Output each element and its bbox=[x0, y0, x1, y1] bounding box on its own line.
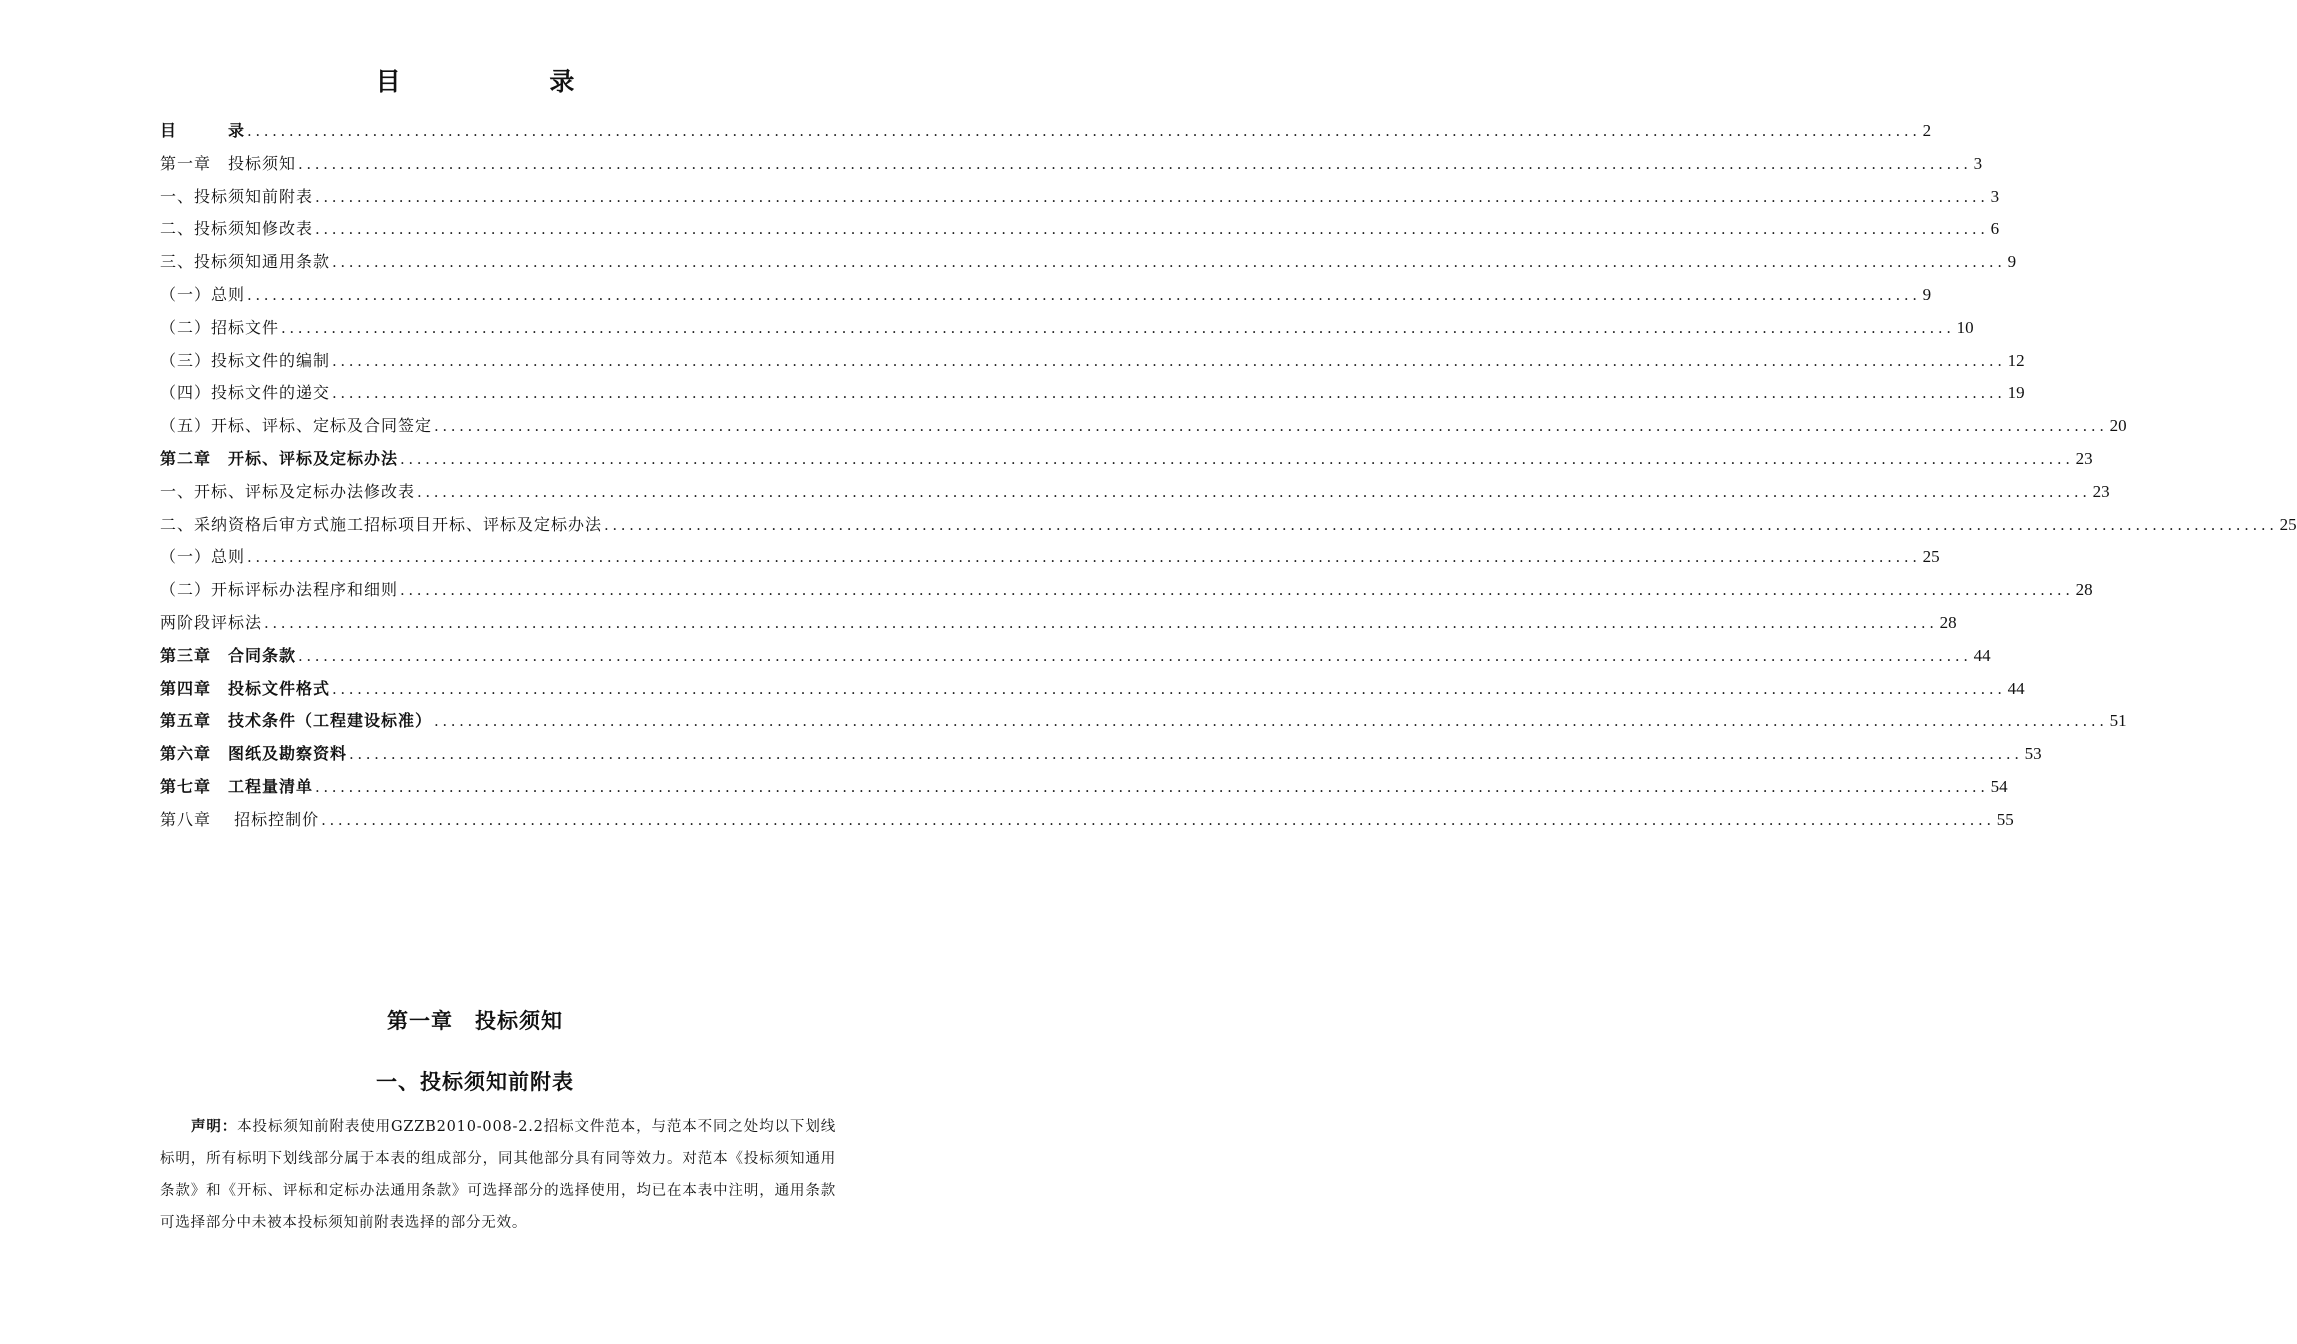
toc-dot-leader: ........................................................................................................................................................................................................ bbox=[321, 810, 1995, 829]
toc-entry-label: 第八章 招标控制价 bbox=[160, 809, 320, 829]
toc-page-number: 19 bbox=[2007, 383, 2025, 403]
toc-entry-label: 二、投标须知修改表 bbox=[160, 219, 314, 239]
toc-entry-label: 第五章 技术条件（工程建设标准） bbox=[160, 711, 433, 731]
toc-page-number: 25 bbox=[1922, 547, 1940, 567]
toc-entry[interactable] bbox=[160, 574, 2093, 607]
toc-entry-label: 二、采纳资格后审方式施工招标项目开标、评标及定标办法 bbox=[160, 514, 603, 534]
toc-entry-label: 第二章 开标、评标及定标办法 bbox=[160, 448, 399, 468]
toc-entry[interactable] bbox=[160, 476, 2110, 509]
toc-dot-leader: ........................................................................................................................................................................................................ bbox=[332, 384, 2006, 403]
toc-page-number: 23 bbox=[2092, 481, 2110, 501]
toc-entry[interactable] bbox=[160, 312, 1974, 345]
toc-page-number: 44 bbox=[2007, 678, 2025, 698]
toc-page-number: 53 bbox=[2024, 744, 2042, 764]
toc-entry[interactable] bbox=[160, 279, 1932, 312]
chapter-title: 第一章 投标须知 bbox=[387, 1009, 563, 1033]
table-of-contents bbox=[160, 115, 2297, 837]
toc-dot-leader: ........................................................................................................................................................................................................ bbox=[298, 646, 1972, 665]
toc-page-number: 3 bbox=[1990, 186, 2000, 206]
toc-entry[interactable] bbox=[160, 345, 2025, 378]
toc-entry[interactable] bbox=[160, 607, 1957, 640]
toc-entry-label: （二）招标文件 bbox=[160, 317, 280, 337]
toc-page-number: 51 bbox=[2109, 711, 2127, 731]
toc-page-number: 28 bbox=[1939, 612, 1957, 632]
toc-entry-label: 第一章 投标须知 bbox=[160, 153, 297, 173]
toc-page-number: 9 bbox=[1922, 284, 1932, 304]
toc-entry[interactable] bbox=[160, 771, 2008, 804]
toc-page-number: 6 bbox=[1990, 219, 2000, 239]
toc-dot-leader: ........................................................................................................................................................................................................ bbox=[417, 482, 2091, 501]
toc-entry[interactable] bbox=[160, 115, 1932, 148]
toc-dot-leader: ........................................................................................................................................................................................................ bbox=[247, 285, 1921, 304]
toc-entry[interactable] bbox=[160, 410, 2127, 443]
toc-dot-leader: ........................................................................................................................................................................................................ bbox=[604, 515, 2278, 534]
toc-dot-leader: ........................................................................................................................................................................................................ bbox=[349, 745, 2023, 764]
toc-entry[interactable] bbox=[160, 640, 1991, 673]
toc-entry-label: （一）总则 bbox=[160, 547, 246, 567]
toc-page-number: 10 bbox=[1956, 317, 1974, 337]
toc-dot-leader: ........................................................................................................................................................................................................ bbox=[281, 318, 1955, 337]
toc-dot-leader: ........................................................................................................................................................................................................ bbox=[332, 679, 2006, 698]
toc-dot-leader: ........................................................................................................................................................................................................ bbox=[247, 548, 1921, 567]
toc-entry[interactable] bbox=[160, 213, 2000, 246]
toc-dot-leader: ........................................................................................................................................................................................................ bbox=[315, 220, 1989, 239]
toc-entry-label: （二）开标评标办法程序和细则 bbox=[160, 580, 399, 600]
toc-entry-label: （三）投标文件的编制 bbox=[160, 350, 331, 370]
toc-entry[interactable] bbox=[160, 804, 2014, 837]
toc-page-number: 23 bbox=[2075, 448, 2093, 468]
toc-entry[interactable] bbox=[160, 705, 2127, 738]
toc-dot-leader: ........................................................................................................................................................................................................ bbox=[315, 187, 1989, 206]
toc-dot-leader: ........................................................................................................................................................................................................ bbox=[434, 417, 2108, 436]
toc-entry-label: 三、投标须知通用条款 bbox=[160, 252, 331, 272]
toc-entry[interactable] bbox=[160, 738, 2042, 771]
toc-dot-leader: ........................................................................................................................................................................................................ bbox=[434, 712, 2108, 731]
statement-lead: 声明： bbox=[191, 1119, 238, 1135]
toc-page-number: 44 bbox=[1973, 645, 1991, 665]
toc-dot-leader: ........................................................................................................................................................................................................ bbox=[400, 449, 2074, 468]
section-title: 一、投标须知前附表 bbox=[376, 1070, 574, 1094]
toc-entry[interactable] bbox=[160, 148, 1983, 181]
toc-entry-label: （一）总则 bbox=[160, 284, 246, 304]
toc-page-number: 55 bbox=[1996, 809, 2014, 829]
toc-entry-label: 第四章 投标文件格式 bbox=[160, 678, 331, 698]
toc-entry[interactable] bbox=[160, 541, 1940, 574]
toc-entry-label: （四）投标文件的递交 bbox=[160, 383, 331, 403]
toc-entry-label: 两阶段评标法 bbox=[160, 612, 263, 632]
toc-heading: 目 录 bbox=[375, 67, 645, 96]
toc-entry[interactable] bbox=[160, 509, 2297, 542]
toc-entry-label: 一、开标、评标及定标办法修改表 bbox=[160, 481, 416, 501]
toc-dot-leader: ........................................................................................................................................................................................................ bbox=[315, 777, 1989, 796]
toc-entry-label: 第六章 图纸及勘察资料 bbox=[160, 744, 348, 764]
toc-page-number: 28 bbox=[2075, 580, 2093, 600]
toc-entry[interactable] bbox=[160, 377, 2025, 410]
toc-entry[interactable] bbox=[160, 443, 2093, 476]
toc-page-number: 2 bbox=[1922, 121, 1932, 140]
toc-page-number: 12 bbox=[2007, 350, 2025, 370]
statement-paragraph bbox=[160, 1111, 836, 1239]
toc-dot-leader: ........................................................................................................................................................................................................ bbox=[247, 122, 1921, 140]
toc-entry-label: 第三章 合同条款 bbox=[160, 645, 297, 665]
toc-page-number: 9 bbox=[2007, 252, 2017, 272]
toc-entry-label: 第七章 工程量清单 bbox=[160, 776, 314, 796]
statement-body: 本投标须知前附表使用GZZB2010-008-2.2招标文件范本，与范本不同之处均以下划线标明，所有标明下划线部分属于本表的组成部分，同其他部分具有同等效力。对范本《投标须知通用条款》和《开标、评标和定标办法通用条款》可选择部分的选择使用，均已在本表中注明，通用条款可选择部分中未被本投标须知前附表选择的部分无效。 bbox=[160, 1119, 836, 1231]
toc-entry-label: （五）开标、评标、定标及合同签定 bbox=[160, 416, 433, 436]
toc-page-number: 3 bbox=[1973, 153, 1983, 173]
toc-dot-leader: ........................................................................................................................................................................................................ bbox=[298, 154, 1972, 173]
toc-entry[interactable] bbox=[160, 246, 2017, 279]
toc-dot-leader: ........................................................................................................................................................................................................ bbox=[332, 253, 2006, 272]
toc-dot-leader: ........................................................................................................................................................................................................ bbox=[400, 581, 2074, 600]
toc-entry[interactable] bbox=[160, 673, 2025, 706]
toc-page-number: 20 bbox=[2109, 416, 2127, 436]
toc-page-number: 25 bbox=[2279, 514, 2297, 534]
toc-dot-leader: ........................................................................................................................................................................................................ bbox=[332, 351, 2006, 370]
toc-dot-leader: ........................................................................................................................................................................................................ bbox=[264, 613, 1938, 632]
toc-page-number: 54 bbox=[1990, 776, 2008, 796]
toc-entry-label: 目 录 bbox=[160, 121, 246, 140]
toc-entry-label: 一、投标须知前附表 bbox=[160, 186, 314, 206]
toc-entry[interactable] bbox=[160, 181, 2000, 214]
